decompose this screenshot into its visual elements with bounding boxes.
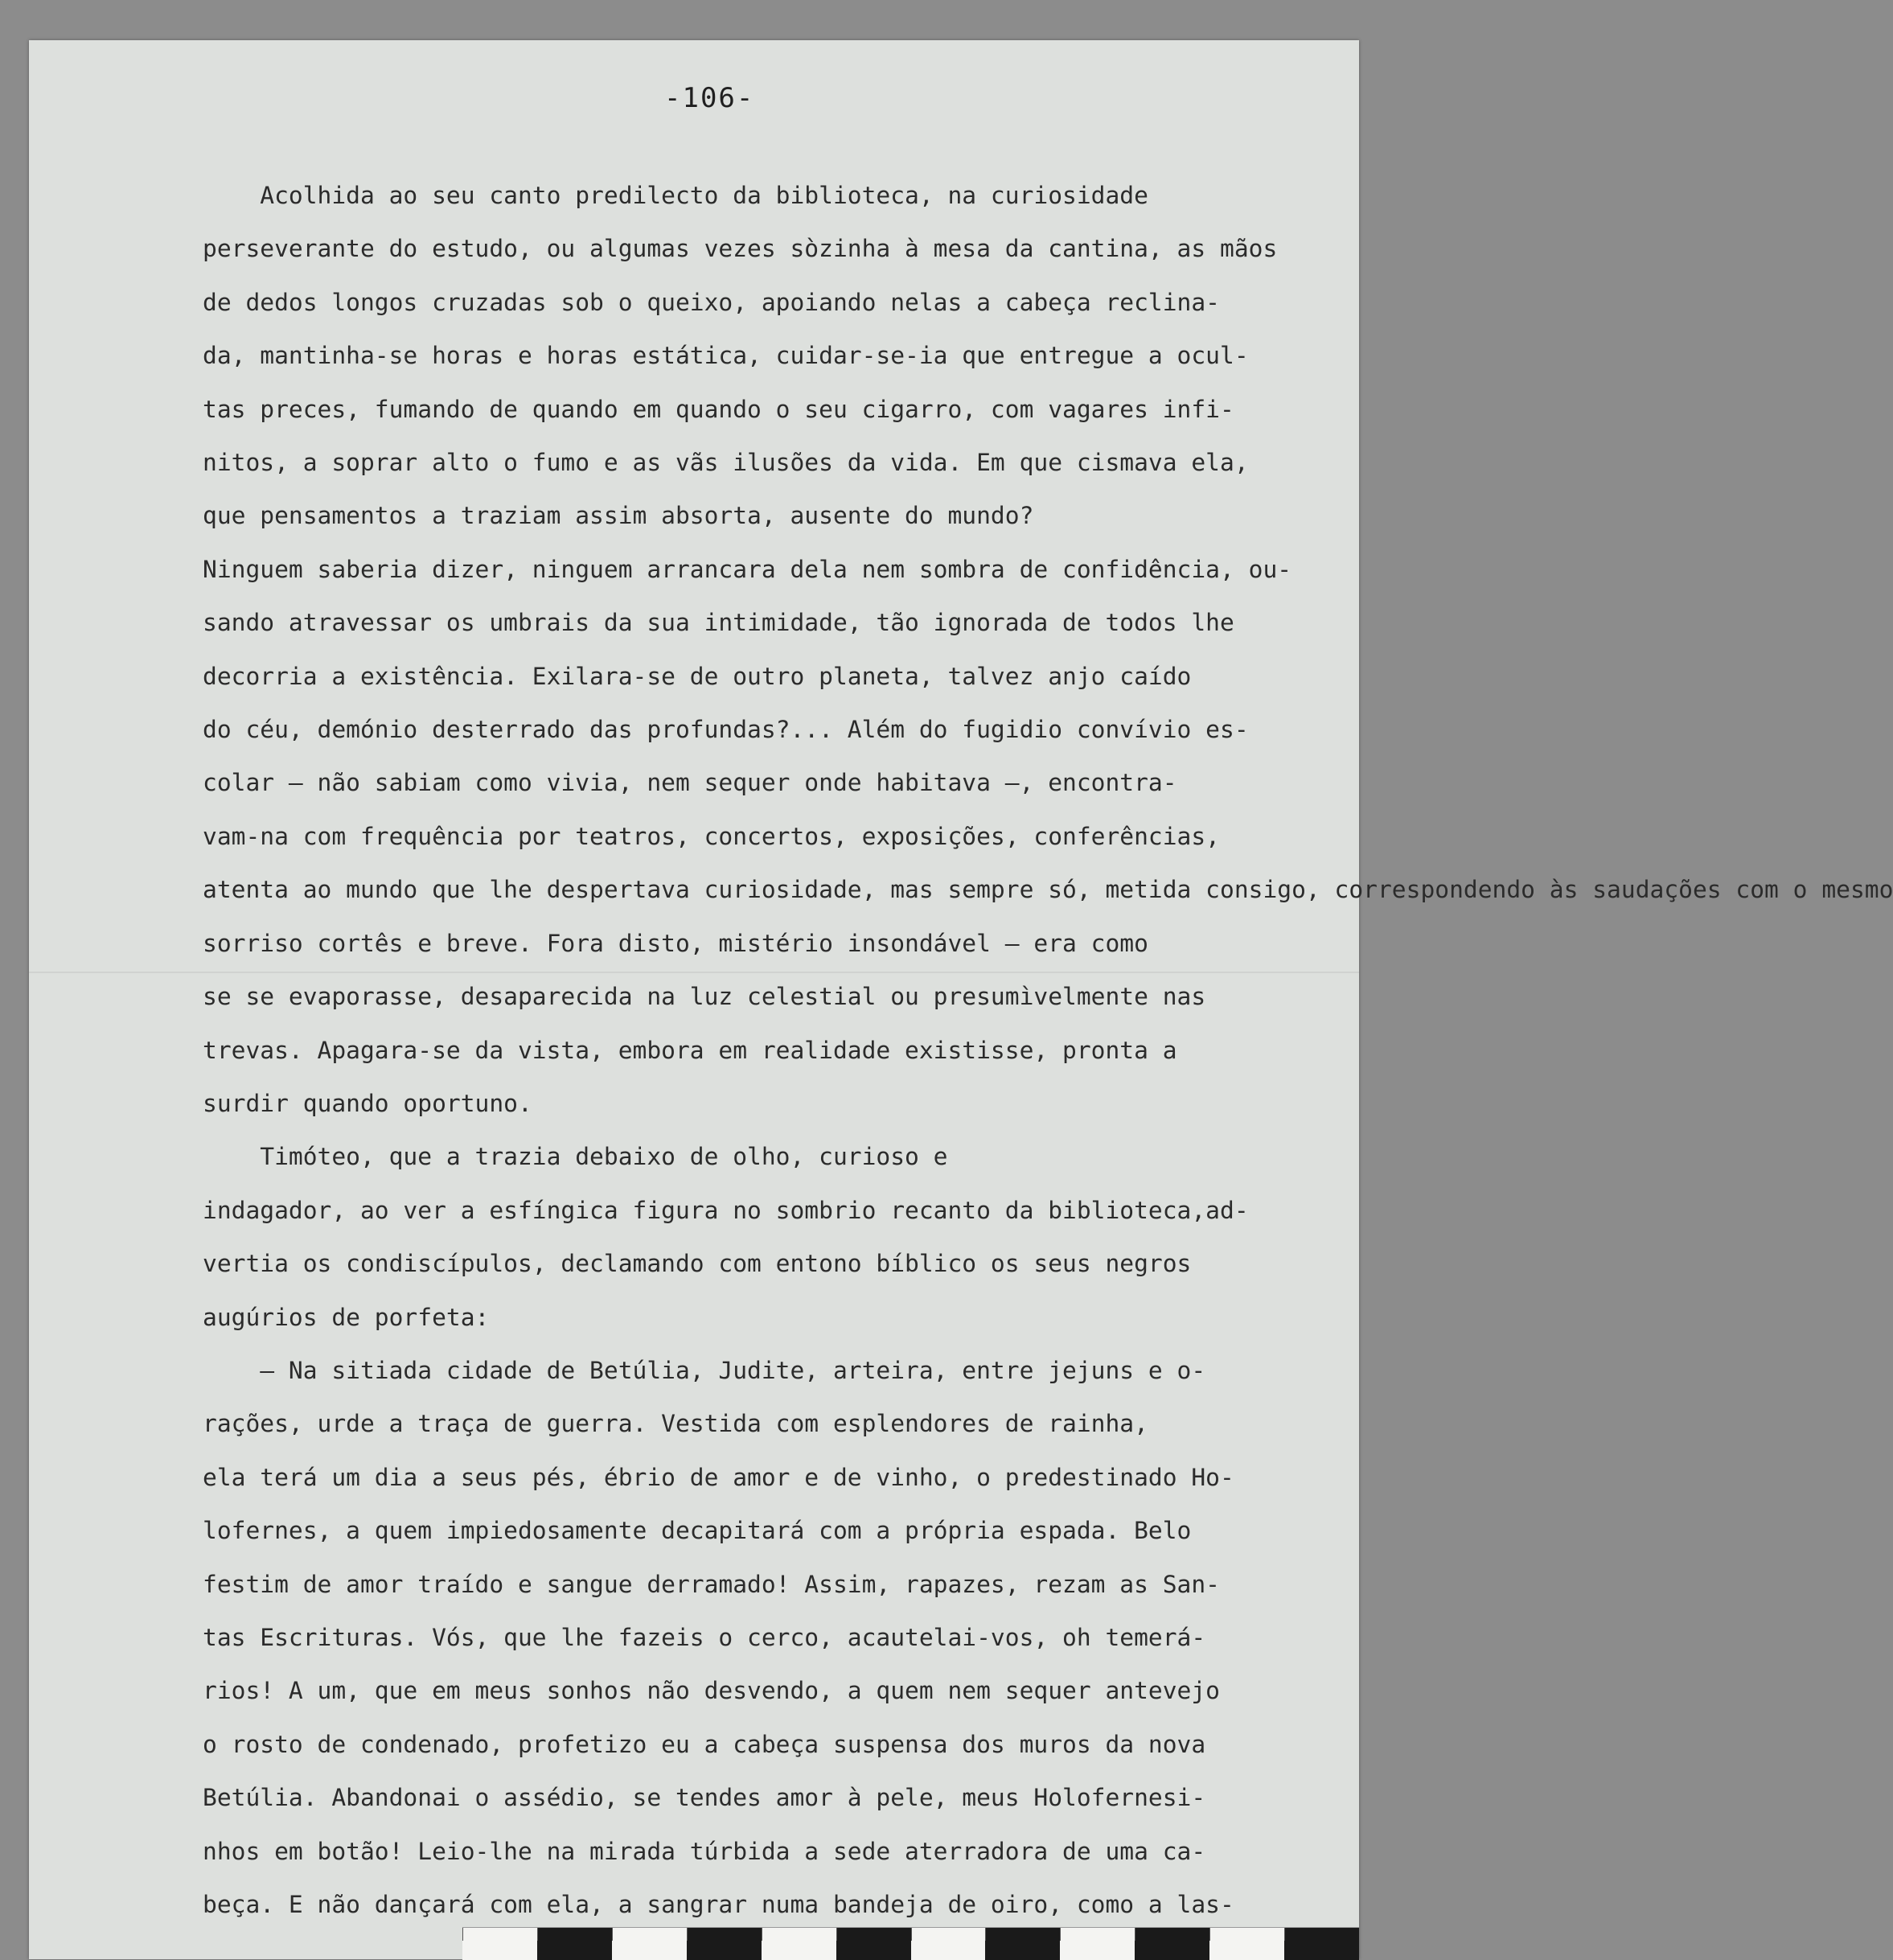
text-line: sando atravessar os umbrais da sua intimidade, tão ignorada de todos lhe	[203, 609, 1234, 637]
text-line: se se evaporasse, desaparecida na luz celestial ou presumìvelmente nas	[203, 983, 1206, 1011]
text-line: augúrios de porfeta:	[203, 1303, 490, 1331]
text-line: — Na sitiada cidade de Betúlia, Judite, arteira, entre jejuns e o-	[203, 1356, 1206, 1384]
text-line: o rosto de condenado, profetizo eu a cabeça suspensa dos muros da nova	[203, 1730, 1206, 1758]
text-line: decorria a existência. Exilara-se de outro planeta, talvez anjo caído	[203, 662, 1192, 690]
text-line: Ninguem saberia dizer, ninguem arrancara dela nem sombra de confidência, ou-	[203, 555, 1292, 583]
text-line: rios! A um, que em meus sonhos não desvendo, a quem nem sequer antevejo	[203, 1677, 1221, 1705]
text-line: Timóteo, que a trazia debaixo de olho, curioso e	[203, 1143, 948, 1171]
text-line: tas Escrituras. Vós, que lhe fazeis o cerco, acautelai-vos, oh temerá-	[203, 1623, 1206, 1651]
typewritten-text	[203, 169, 1893, 1931]
text-line: do céu, demónio desterrado das profundas?... Além do fugidio convívio es-	[203, 716, 1249, 744]
text-line: de dedos longos cruzadas sob o queixo, apoiando nelas a cabeça reclina-	[203, 288, 1221, 316]
text-line: nitos, a soprar alto o fumo e as vãs ilusões da vida. Em que cismava ela,	[203, 449, 1249, 477]
text-line: beça. E não dançará com ela, a sangrar numa bandeja de oiro, como a las-	[203, 1891, 1234, 1918]
text-line: vam-na com frequência por teatros, concertos, exposições, conferências,	[203, 822, 1221, 850]
manuscript-page	[29, 40, 1893, 1959]
text-line: trevas. Apagara-se da vista, embora em realidade existisse, pronta a	[203, 1036, 1177, 1064]
text-line: surdir quando oportuno.	[203, 1089, 532, 1117]
text-line: ela terá um dia a seus pés, ébrio de amor e de vinho, o predestinado Ho-	[203, 1463, 1234, 1491]
page-number: -106-	[664, 82, 755, 114]
text-line: Betúlia. Abandonai o assédio, se tendes amor à pele, meus Holofernesi-	[203, 1784, 1206, 1812]
text-line: Acolhida ao seu canto predilecto da biblioteca, na curiosidade	[203, 182, 1148, 209]
text-line: nhos em botão! Leio-lhe na mirada túrbida a sede aterradora de uma ca-	[203, 1837, 1206, 1865]
text-line: tas preces, fumando de quando em quando o seu cigarro, com vagares infi-	[203, 395, 1234, 423]
text-line: sorriso cortês e breve. Fora disto, mistério insondável — era como	[203, 929, 1148, 957]
text-line: vertia os condiscípulos, declamando com entono bíblico os seus negros	[203, 1250, 1192, 1278]
text-line: lofernes, a quem impiedosamente decapitará com a própria espada. Belo	[203, 1517, 1192, 1545]
text-line: atenta ao mundo que lhe despertava curiosidade, mas sempre só, metida consigo, correspondendo às saudações com o mesmo	[203, 876, 1893, 904]
text-line: que pensamentos a traziam assim absorta, ausente do mundo?	[203, 502, 1034, 530]
text-line: perseverante do estudo, ou algumas vezes sòzinha à mesa da cantina, as mãos	[203, 235, 1278, 263]
text-line: da, mantinha-se horas e horas estática, cuidar-se-ia que entregue a ocul-	[203, 342, 1249, 370]
measurement-scale-bar	[462, 1927, 1359, 1960]
text-line: indagador, ao ver a esfíngica figura no sombrio recanto da biblioteca,ad-	[203, 1196, 1249, 1224]
text-line: colar — não sabiam como vivia, nem sequer onde habitava —, encontra-	[203, 769, 1177, 797]
text-line: rações, urde a traça de guerra. Vestida com esplendores de rainha,	[203, 1410, 1148, 1438]
text-line: festim de amor traído e sangue derramado! Assim, rapazes, rezam as San-	[203, 1570, 1221, 1598]
